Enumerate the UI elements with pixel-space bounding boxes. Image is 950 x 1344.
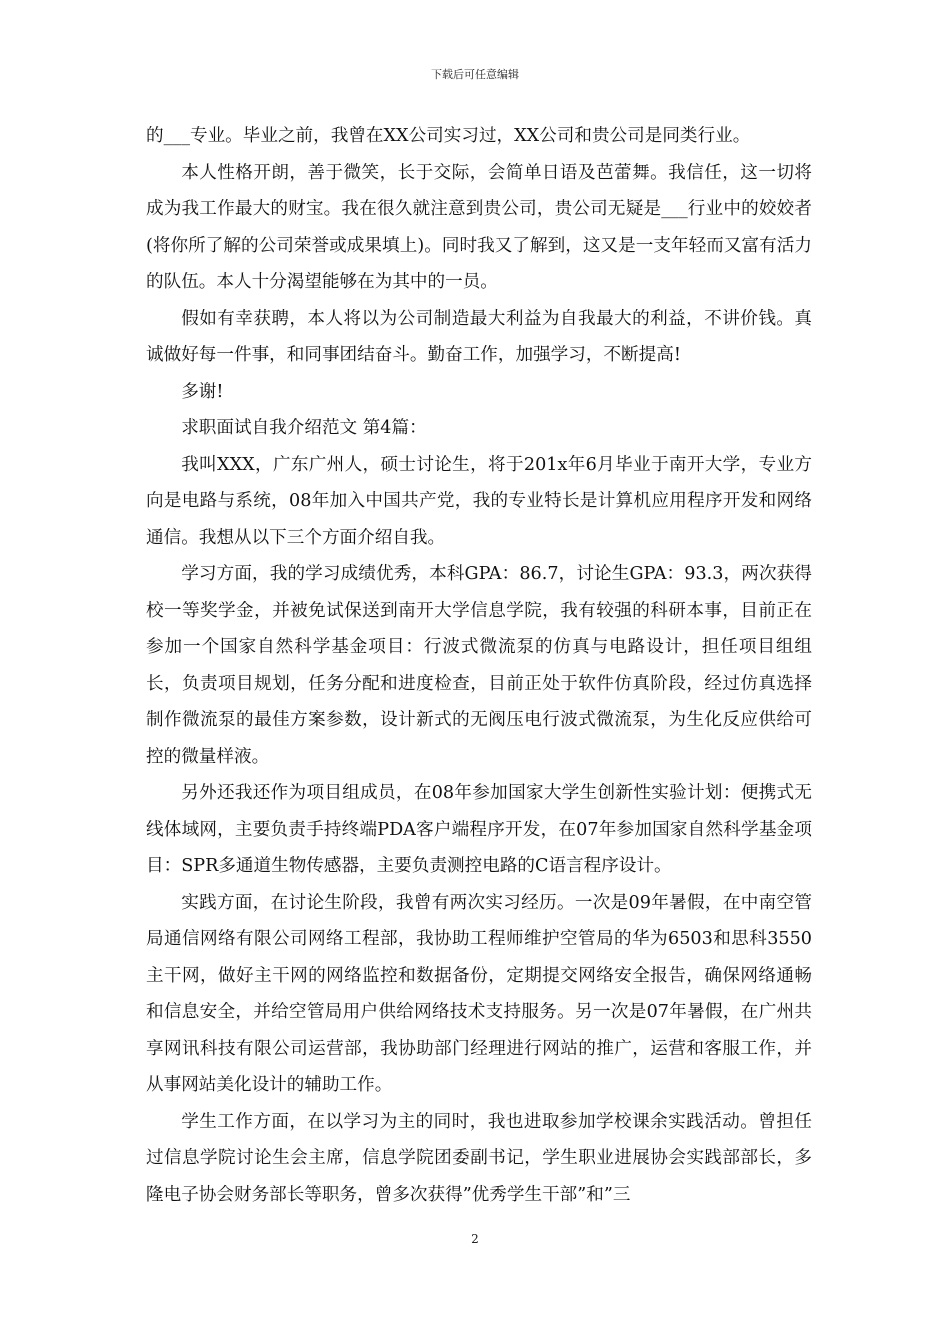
paragraph-9: 实践方面，在讨论生阶段，我曾有两次实习经历。一次是09年暑假，在中南空管局通信网络有限公司网络工程部，我协助工程师维护空管局的华为6503和思科3550主干网，做好主干网的网络监控和数据备份，定期提交网络安全报告，确保网络通畅和信息安全，并给空管局用户供给网络技术支持服务。另一次是07年暑假，在广州共享网讯科技有限公司运营部，我协助部门经理进行网站的推广，运营和客服工作，并从事网站美化设计的辅助工作。 — [146, 892, 812, 1095]
paragraph-2: 本人性格开朗，善于微笑，长于交际，会简单日语及芭蕾舞。我信任，这一切将成为我工作最大的财宝。我在很久就注意到贵公司，贵公司无疑是___行业中的姣姣者(将你所了解的公司荣誉或成果填上)。同时我又了解到，这又是一支年轻而又富有活力的队伍。本人十分渴望能够在为其中的一员。 — [146, 162, 812, 292]
page-header: 下载后可任意编辑 — [431, 68, 519, 81]
paragraph-3: 假如有幸获聘，本人将以为公司制造最大利益为自我最大的利益，不讲价钱。真诚做好每一件事，和同事团结奋斗。勤奋工作，加强学习，不断提高! — [146, 308, 812, 365]
paragraph-1: 的___专业。毕业之前，我曾在XX公司实习过，XX公司和贵公司是同类行业。 — [146, 126, 751, 146]
page-number: 2 — [471, 1232, 479, 1246]
paragraph-7: 学习方面，我的学习成绩优秀，本科GPA：86.7，讨论生GPA：93.3，两次获得校一等奖学金，并被免试保送到南开大学信息学院，我有较强的科研本事，目前正在参加一个国家自然科学基金项目：行波式微流泵的仿真与电路设计，担任项目组组长，负责项目规划，任务分配和进度检查，目前正处于软件仿真阶段，经过仿真选择制作微流泵的最佳方案参数，设计新式的无阀压电行波式微流泵，为生化反应供给可控的微量样液。 — [146, 564, 812, 767]
document-body — [146, 118, 812, 1213]
section-heading: 求职面试自我介绍范文 第4篇： — [181, 418, 427, 438]
paragraph-6: 我叫XXX，广东广州人，硕士讨论生，将于201x年6月毕业于南开大学，专业方向是电路与系统，08年加入中国共产党，我的专业特长是计算机应用程序开发和网络通信。我想从以下三个方面介绍自我。 — [146, 454, 812, 548]
paragraph-4: 多谢! — [181, 381, 224, 402]
paragraph-8: 另外还我还作为项目组成员，在08年参加国家大学生创新性实验计划：便携式无线体域网，主要负责手持终端PDA客户端程序开发，在07年参加国家自然科学基金项目：SPR多通道生物传感器，主要负责测控电路的C语言程序设计。 — [146, 783, 812, 876]
paragraph-10: 学生工作方面，在以学习为主的同时，我也进取参加学校课余实践活动。曾担任过信息学院讨论生会主席，信息学院团委副书记，学生职业进展协会实践部部长，多隆电子协会财务部长等职务，曾多次获得”优秀学生干部”和”三 — [146, 1111, 812, 1205]
